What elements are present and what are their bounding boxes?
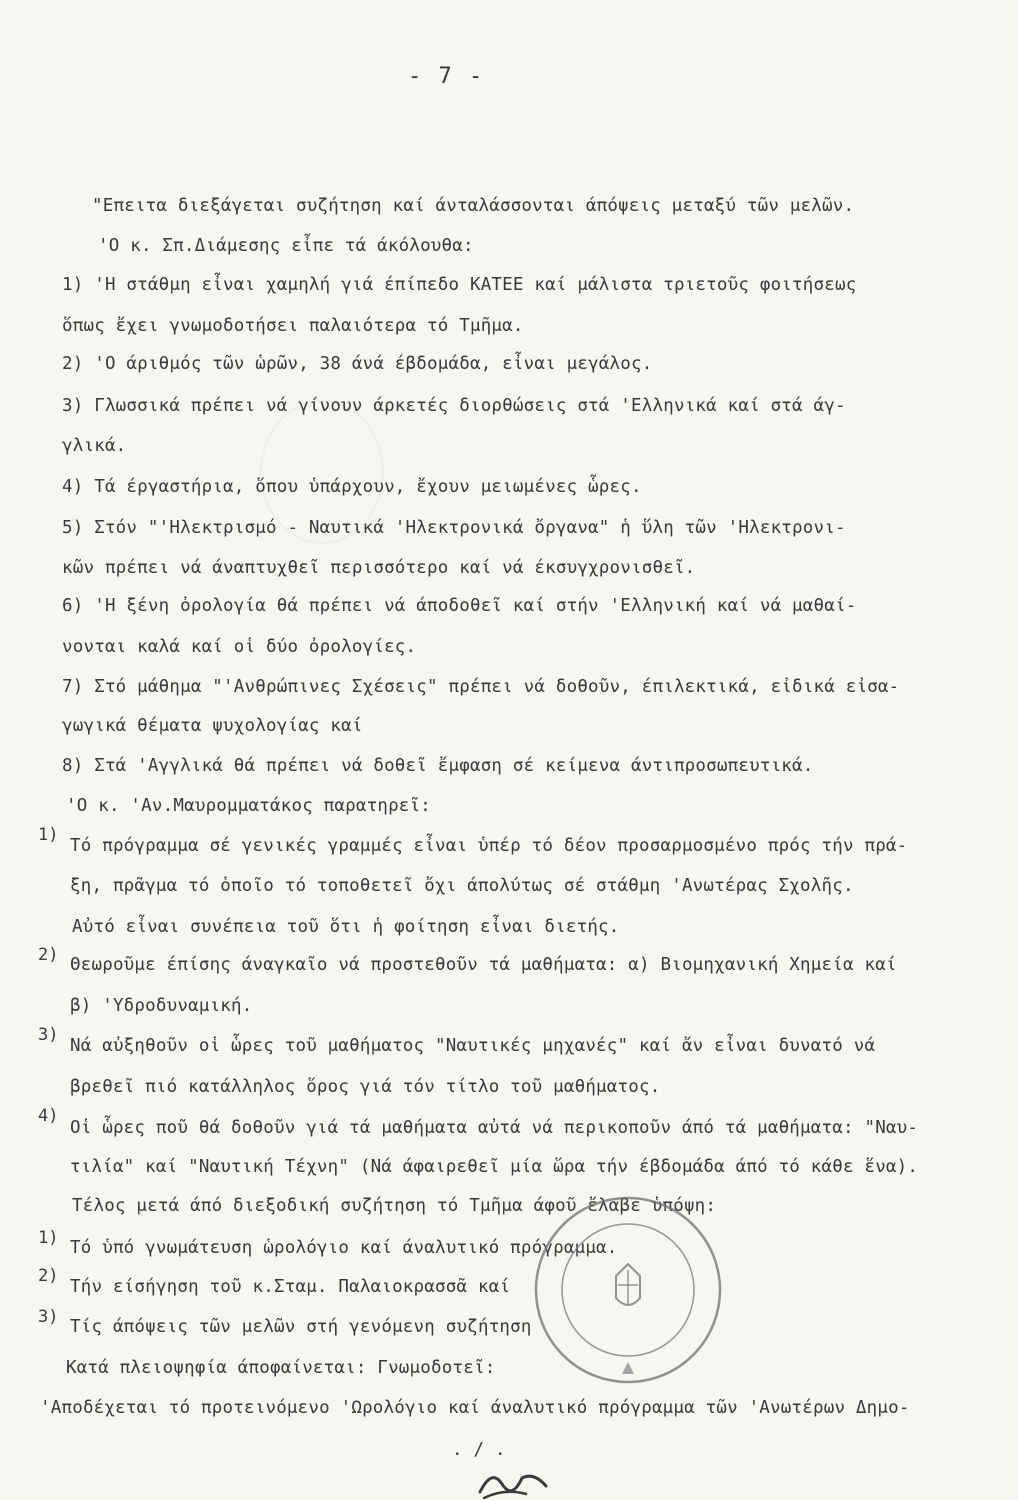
text-line-13: 7) Στό μάθημα "'Ανθρώπινες Σχέσεις" πρέπει νά δοθοῦν, έπιλεκτικά, εἰδικά εἰσα- bbox=[62, 677, 900, 697]
margin-number-1: 1) bbox=[38, 825, 59, 845]
margin-number-6: 2) bbox=[38, 1266, 59, 1286]
text-line-11: 6) 'Η ξένη ὀρολογία θά πρέπει νά άποδοθεῖ καί στήν 'Ελληνική καί νά μαθαί- bbox=[62, 596, 857, 616]
margin-number-3: 3) bbox=[38, 1025, 59, 1045]
continuation-mark: . / . bbox=[452, 1440, 506, 1460]
text-line-22: Νά αὐξηθοῦν οἱ ὧρες τοῦ μαθήματος "Ναυτικές μηχανές" καί ἄν εἶναι δυνατό νά bbox=[70, 1036, 876, 1056]
text-line-31: 'Αποδέχεται τό προτεινόμενο 'Ωρολόγιο καί άναλυτικό πρόγραμμα τῶν 'Ανωτέρων Δημο- bbox=[40, 1398, 910, 1418]
margin-number-4: 4) bbox=[38, 1106, 59, 1126]
text-line-30: Κατά πλειοψηφία άποφαίνεται: Γνωμοδοτεῖ: bbox=[66, 1358, 496, 1378]
text-line-19: Αὐτό εἶναι συνέπεια τοῦ ὅτι ἡ φοίτηση εἶναι διετής. bbox=[72, 917, 620, 937]
text-line-2: 'Ο κ. Σπ.Διάμεσης εἶπε τά άκόλουθα: bbox=[98, 236, 474, 256]
text-line-27: Τό ὑπό γνωμάτευση ὡρολόγιο καί άναλυτικό πρόγραμμα. bbox=[70, 1238, 618, 1258]
text-line-15: 8) Στά 'Αγγλικά θά πρέπει νά δοθεῖ ἔμφαση σέ κείμενα άντιπροσωπευτικά. bbox=[62, 756, 814, 776]
handwritten-signature bbox=[474, 1462, 554, 1500]
text-line-3: 1) 'Η στάθμη εἶναι χαμηλή γιά έπίπεδο ΚΑΤΕΕ καί μάλιστα τριετοῦς φοιτήσεως bbox=[62, 275, 857, 295]
text-line-8: 4) Τά έργαστήρια, ὅπου ὑπάρχουν, ἔχουν μειωμένες ὧρες. bbox=[62, 477, 642, 497]
text-line-10: κῶν πρέπει νά άναπτυχθεῖ περισσότερο καί νά έκσυγχρονισθεῖ. bbox=[62, 558, 696, 578]
text-line-1: "Επειτα διεξάγεται συζήτηση καί άνταλάσσονται άπόψεις μεταξύ τῶν μελῶν. bbox=[92, 196, 855, 216]
text-line-6: 3) Γλωσσικά πρέπει νά γίνουν άρκετές διορθώσεις στά 'Ελληνικά καί στά άγ- bbox=[62, 396, 846, 416]
text-line-28: Τήν είσήγηση τοῦ κ.Σταμ. Παλαιοκρασσᾶ καί bbox=[70, 1277, 511, 1297]
text-line-12: νονται καλά καί οἱ δύο ὀρολογίες. bbox=[62, 637, 417, 657]
text-line-9: 5) Στόν "'Ηλεκτρισμό - Ναυτικά 'Ηλεκτρονικά ὄργανα" ἡ ὕλη τῶν 'Ηλεκτρονι- bbox=[62, 518, 846, 538]
margin-number-5: 1) bbox=[38, 1228, 59, 1248]
text-line-26: Τέλος μετά άπό διεξοδική συζήτηση τό Τμῆμα άφοῦ ἔλαβε ὑπόψη: bbox=[72, 1196, 717, 1216]
text-line-17: Τό πρόγραμμα σέ γενικές γραμμές εἶναι ὑπέρ τό δέον προσαρμοσμένο πρός τήν πρά- bbox=[70, 836, 908, 856]
text-line-25: τιλία" καί "Ναυτική Τέχνη" (Νά άφαιρεθεῖ μία ὥρα τήν έβδομάδα άπό τό κάθε ἕνα). bbox=[70, 1157, 919, 1177]
text-line-29: Τίς άπόψεις τῶν μελῶν στή γενόμενη συζήτηση bbox=[70, 1317, 532, 1337]
margin-number-7: 3) bbox=[38, 1307, 59, 1327]
text-line-20: Θεωροῦμε έπίσης άναγκαῖο νά προστεθοῦν τά μαθήματα: α) Βιομηχανική Χημεία καί bbox=[70, 955, 897, 975]
text-line-16: 'Ο κ. 'Αν.Μαυρομματάκος παρατηρεῖ: bbox=[66, 796, 432, 816]
text-line-7: γλικά. bbox=[62, 436, 127, 456]
text-line-21: β) 'Υδροδυναμική. bbox=[70, 996, 253, 1016]
margin-number-2: 2) bbox=[38, 945, 59, 965]
official-seal-stamp bbox=[528, 1190, 728, 1390]
text-line-23: βρεθεῖ πιό κατάλληλος ὅρος γιά τόν τίτλο τοῦ μαθήματος. bbox=[70, 1077, 661, 1097]
text-line-14: γωγικά θέματα ψυχολογίας καί bbox=[62, 716, 363, 736]
text-line-4: ὅπως ἔχει γνωμοδοτήσει παλαιότερα τό Τμῆμα. bbox=[62, 316, 524, 336]
text-line-5: 2) 'Ο άριθμός τῶν ὡρῶν, 38 άνά έβδομάδα, εἶναι μεγάλος. bbox=[62, 354, 653, 374]
page-number: - 7 - bbox=[408, 64, 485, 89]
text-line-18: ξη, πρᾶγμα τό ὁποῖο τό τοποθετεῖ ὄχι άπολύτως σέ στάθμη 'Ανωτέρας Σχολῆς. bbox=[70, 876, 854, 896]
text-line-24: Οἱ ὧρες ποῦ θά δοθοῦν γιά τά μαθήματα αὐτά νά περικοποῦν άπό τά μαθήματα: "Ναυ- bbox=[70, 1118, 919, 1138]
